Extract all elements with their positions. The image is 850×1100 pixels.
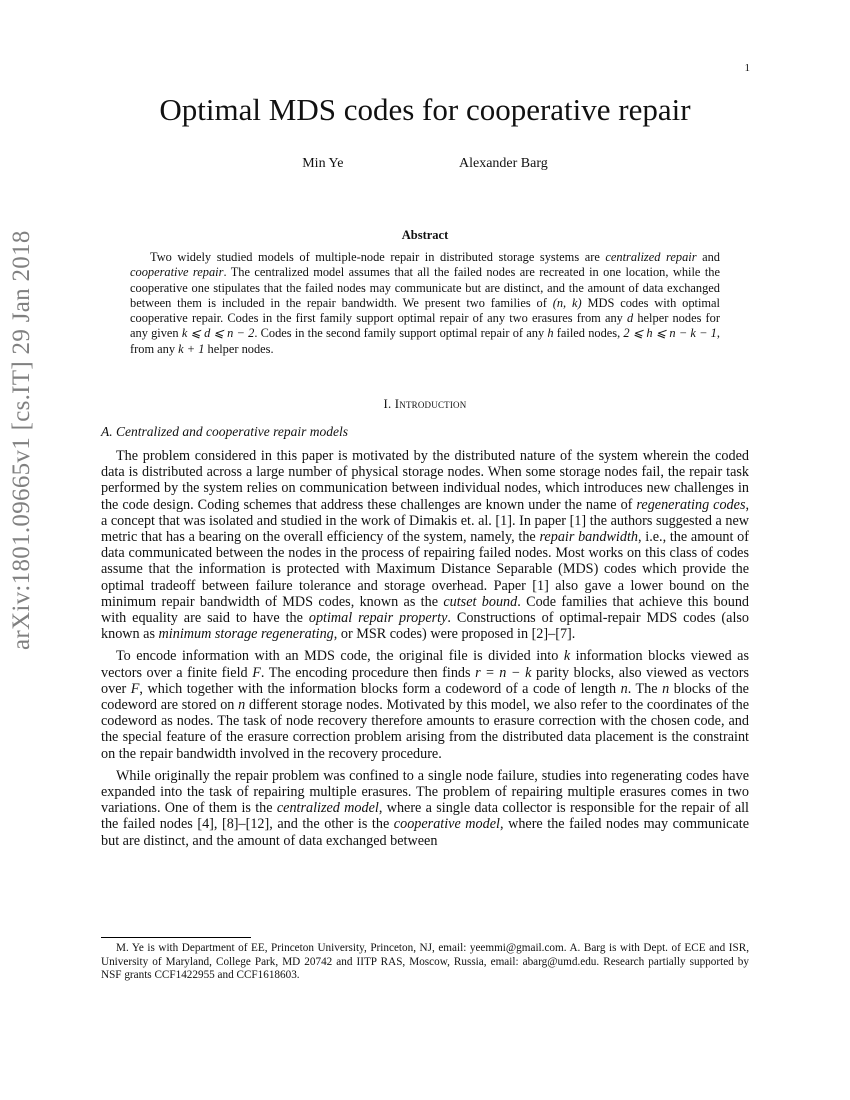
paragraph: While originally the repair problem was confined to a single node failure, studies into regenerating codes have expanded into the task of repairing multiple erasures. The problem of repairing multiple erasures comes in two variations. One of them is the centralized model, where a single data collector is responsible for the repair of all the failed nodes [4], [8]–[12], and the other is the cooperative model, where the failed nodes may communicate but are distinct, and the amount of data exchanged between bbox=[101, 767, 749, 849]
author-name: Alexander Barg bbox=[458, 156, 548, 171]
abstract-text: Two widely studied models of multiple-node repair in distributed storage systems are centralized repair and cooperative repair. The centralized model assumes that all the failed nodes are recreated in one location, while the cooperative one stipulates that the failed nodes may communicate but are distinct, and the amount of data exchanged between them is included in the repair bandwidth. We present two families of (n, k) MDS codes with optimal cooperative repair. Codes in the first family support optimal repair of any two erasures from any d helper nodes for any given k ⩽ d ⩽ n − 2. Codes in the second family support optimal repair of any h failed nodes, 2 ⩽ h ⩽ n − k − 1, from any k + 1 helper nodes. bbox=[130, 250, 721, 356]
page-number: 1 bbox=[744, 62, 750, 74]
paragraph: The problem considered in this paper is motivated by the distributed nature of the system wherein the coded data is distributed across a large number of physical storage nodes. When some storage nodes fail, the repair task performed by the system relies on communication between individual nodes, which introduces new challenges in the code design. Coding schemes that address these challenges are known under the name of regenerating codes, a concept that was isolated and studied in the work of Dimakis et. al. [1]. In paper [1] the authors suggested a new metric that has a bearing on the overall efficiency of the system, namely, the repair bandwidth, i.e., the amount of data communicated between the nodes in the process of repairing failed nodes. Most works on this class of codes assume that the information is protected with Maximum Distance Separable (MDS) codes which provide the optimal tradeoff between failure tolerance and storage overhead. Paper [1] also gave a lower bound on the minimum repair bandwidth of MDS codes, known as the cutset bound. Code families that achieve this bound with equality are said to have the optimal repair property. Constructions of optimal-repair MDS codes (also known as minimum storage regenerating, or MSR codes) were proposed in [2]–[7]. bbox=[101, 448, 750, 643]
section-heading: I. Introduction bbox=[383, 397, 467, 411]
paper-title: Optimal MDS codes for cooperative repair bbox=[159, 92, 691, 127]
author-list bbox=[0, 156, 850, 172]
author-name: Min Ye bbox=[302, 156, 344, 171]
abstract-heading: Abstract bbox=[401, 228, 449, 242]
subsection-heading: A. Centralized and cooperative repair models bbox=[101, 424, 348, 439]
arxiv-identifier-stamp[interactable]: arXiv:1801.09665v1 [cs.IT] 29 Jan 2018 bbox=[8, 230, 35, 650]
body-text bbox=[101, 448, 749, 855]
footnote: M. Ye is with Department of EE, Princeton University, Princeton, NJ, email: yeemmi@gmail.com. A. Barg is with Dept. of ECE and ISR, University of Maryland, College Park, MD 20742 and IITP RAS, Moscow, Russia, email: abarg@umd.edu. Research partially supported by NSF grants CCF1422955 and CCF1618603. bbox=[101, 942, 749, 982]
footnote-divider bbox=[101, 937, 251, 938]
paragraph: To encode information with an MDS code, the original file is divided into k information blocks viewed as vectors over a finite field F. The encoding procedure then finds r = n − k parity blocks, also viewed as vectors over F, which together with the information blocks form a codeword of a code of length n. The n blocks of the codeword are stored on n different storage nodes. Motivated by this model, we also refer to the coordinates of the codeword as nodes. The task of node recovery therefore amounts to erasure correction with the chosen code, and the special feature of the erasure correction problem arising from the distributed data placement is the constraint on the repair bandwidth involved in the recovery procedure. bbox=[101, 648, 750, 762]
